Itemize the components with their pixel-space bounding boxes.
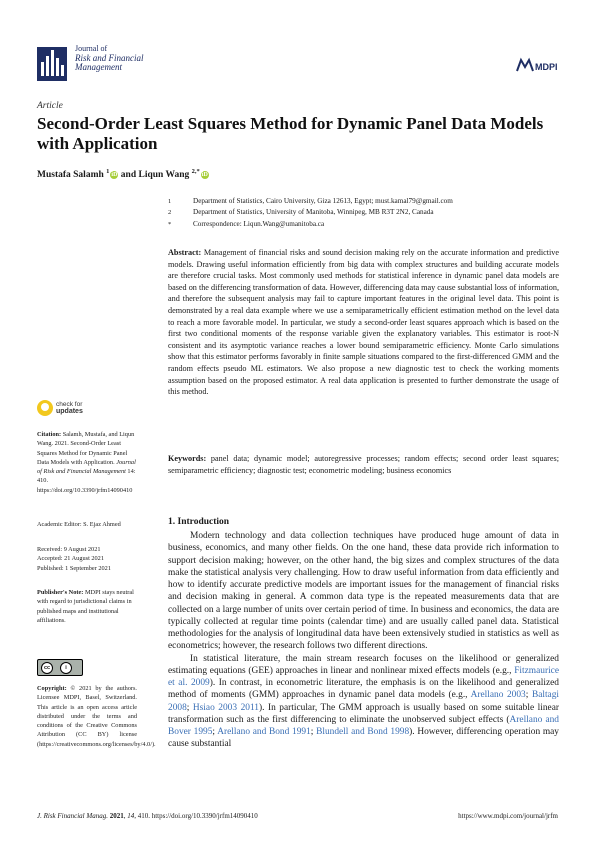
author-1[interactable]: Mustafa Salamh [37, 170, 104, 180]
person-icon: i [60, 662, 72, 674]
citation-link[interactable]: Fitzmaurice et al. 2009 [168, 665, 559, 688]
citation-link[interactable]: Baltagi 2008 [168, 690, 560, 713]
check-updates-line2: updates [56, 408, 83, 415]
academic-editor: Academic Editor: S. Ejaz Ahmed [37, 521, 121, 528]
publisher-note-label: Publisher's Note: [37, 589, 84, 596]
journal-name[interactable] [75, 44, 144, 73]
affiliation-mark: 1 [168, 198, 172, 205]
journal-title-line2: Management [75, 62, 122, 73]
footer-citation: J. Risk Financial Manag. 2021, 14, 410. https://doi.org/10.3390/jrfm14090410 [37, 812, 258, 820]
cc-icon: cc [41, 662, 53, 674]
author-list [37, 168, 209, 180]
orcid-icon[interactable]: iD [201, 172, 208, 178]
cc-by-license-icon[interactable] [37, 659, 83, 676]
check-updates-icon [37, 400, 53, 416]
author-1-affiliation: 1 [106, 168, 110, 175]
author-2[interactable]: Liqun Wang [138, 170, 190, 180]
copyright-block [37, 684, 156, 749]
paper-title: Second-Order Least Squares Method for Dynamic Panel Data Models with Application [37, 114, 544, 153]
affiliation-text: Department of Statistics, Cairo University, Giza 12613, Egypt; must.kamal79@gmail.com [193, 197, 453, 205]
check-updates-line1: check for [56, 401, 83, 408]
affiliation-mark: * [168, 221, 172, 228]
paragraph-1: Modern technology and data collection techniques have produced huge amount of data in business, economics, and many other fields. On the one hand, these data provide rich information to support decision making; however, on the other hand, the big sizes and complex structures of the data make the statistical analysis very challenging. How to draw useful information from data efficiently and how to identify accurate predictive models are important issues for the management of financial risks and decision making in general. A common data type is the repeated measurements data that are collected on a large number of units over certain period of time. In business and economics, the data are typically collected at regular time points (calendar time) and are usually called panel data. Statistical methodologies for the analysis of longitudinal data have been extensively studied in statistics as well as econometrics; however, the research follows two different directions. [168, 531, 559, 652]
journal-of: Journal of [75, 44, 108, 53]
citation-text: Salamh, Mustafa, and Liqun Wang. 2021. Second-Order Least Squares Method for Dynamic Panel Data Models with Application. [37, 431, 135, 466]
received-date: Received: 9 August 2021 [37, 546, 101, 553]
footer-year: 2021 [109, 812, 124, 820]
mdpi-logo-text: MDPI [535, 62, 558, 72]
keywords-text: panel data; dynamic model; autoregressive processes; random effects; second order least squares; semiparametric efficiency; diagnostic test; econometric modeling; business economics [168, 454, 560, 475]
accepted-date: Accepted: 21 August 2021 [37, 555, 104, 563]
copyright-text: © 2021 by the authors. Licensee MDPI, Basel, Switzerland. This article is an open access article distributed under the terms and conditions of the Creative Commons Attribution (CC BY) license (https://creativecommons.org/licenses/by/4.0/). [37, 685, 156, 748]
abstract-label: Abstract: [168, 248, 202, 257]
abstract-text: Management of financial risks and sound decision making rely on the accurate information and predictive models. Drawing useful information efficiently from big data with complex structures and building accurate models are therefore crucial tasks. Most commonly used methods for statistical inference in dynamic panel data models are based on the differencing transformation of data. However, differencing data may cause substantial loss of information, and therefore the subsequent analysis may fail to capture important features in the original level data. This point is demonstrated by a real data example where we use a semiparametrically efficient estimation method on the level data to reach a more favorable model. In particular, we study a second-order least squares approach which is based on the first two conditional moments of the response variable given the explanatory variables. This estimator is root-N consistent and its asymptotic variance reaches a lower bound semiparametric efficiency. Monte Carlo simulations show that this estimator performs favorably in finite sample situations compared to the first-differenced GMM and the random effects pseudo ML estimators. We also propose a new diagnostic test to check the working moments assumption based on the proposed estimator. A real data application is presented to further demonstrate the usage of this method. [168, 248, 559, 397]
citation-link[interactable]: Arellano 2003 [470, 690, 526, 701]
citation-link[interactable]: Hsiao 2003 2011 [192, 702, 259, 713]
citation-label: Citation: [37, 431, 62, 438]
keywords-label: Keywords: [168, 454, 207, 463]
citation-journal: Journal of Risk and Financial Management [37, 458, 136, 476]
footer-url[interactable]: https://www.mdpi.com/journal/jrfm [458, 812, 558, 820]
journal-title-line1: Risk and Financial [75, 52, 144, 63]
abstract [168, 247, 559, 398]
authors-and: and [120, 170, 137, 180]
section-body [168, 530, 559, 751]
citation-link[interactable]: Arellano and Bond 1991 [217, 727, 311, 737]
affiliation-text: Department of Statistics, University of Manitoba, Winnipeg, MB R3T 2N2, Canada [193, 208, 434, 216]
citation-doi[interactable]: 14: 410. https://doi.org/10.3390/jrfm14090410 [37, 468, 136, 494]
mdpi-logo[interactable] [515, 57, 559, 75]
author-2-affiliation: 2,* [191, 168, 200, 175]
orcid-icon[interactable]: iD [111, 172, 118, 178]
article-type: Article [37, 101, 63, 111]
citation-link[interactable]: Blundell and Bond 1998 [316, 727, 410, 737]
citation-block [37, 430, 137, 495]
citation-link[interactable]: Arellano and Bover 1995 [168, 714, 559, 737]
affiliation-mark: 2 [168, 209, 172, 216]
section-heading: 1. Introduction [168, 517, 230, 527]
dates-block [37, 545, 137, 573]
footer-volume: 14 [127, 812, 135, 820]
published-date: Published: 1 September 2021 [37, 564, 111, 572]
footer-doi[interactable]: , 410. https://doi.org/10.3390/jrfm14090410 [134, 812, 258, 820]
publisher-note [37, 588, 137, 625]
keywords [168, 453, 559, 476]
footer-journal: J. Risk Financial Manag. [37, 812, 108, 820]
publisher-note-text: MDPI stays neutral with regard to jurisdictional claims in published maps and institutional affiliations. [37, 589, 134, 624]
journal-logo-icon [37, 47, 67, 81]
affiliation-text: Correspondence: Liqun.Wang@umanitoba.ca [193, 220, 325, 228]
copyright-label: Copyright: [37, 685, 67, 692]
paragraph-2: In statistical literature, the main stream research focuses on the likelihood or generalized estimating equations (GEE) approaches in linear and nonlinear mixed effects models (e.g., Fitzmaurice et al. 2009). In contrast, in econometric literature, the emphasis is on the likelihood and generalized method of moments (GMM) approaches in dynamic panel data models (e.g., Arellano 2003; Baltagi 2008; Hsiao 2003 2011). In particular, The GMM approach is usually based on some suitable linear transformation such as the first differencing to eliminate the unobserved subject effects (Arellano and Bover 1995; Arellano and Bond 1991; Blundell and Bond 1998). However, differencing operation may cause substantial [168, 653, 560, 750]
